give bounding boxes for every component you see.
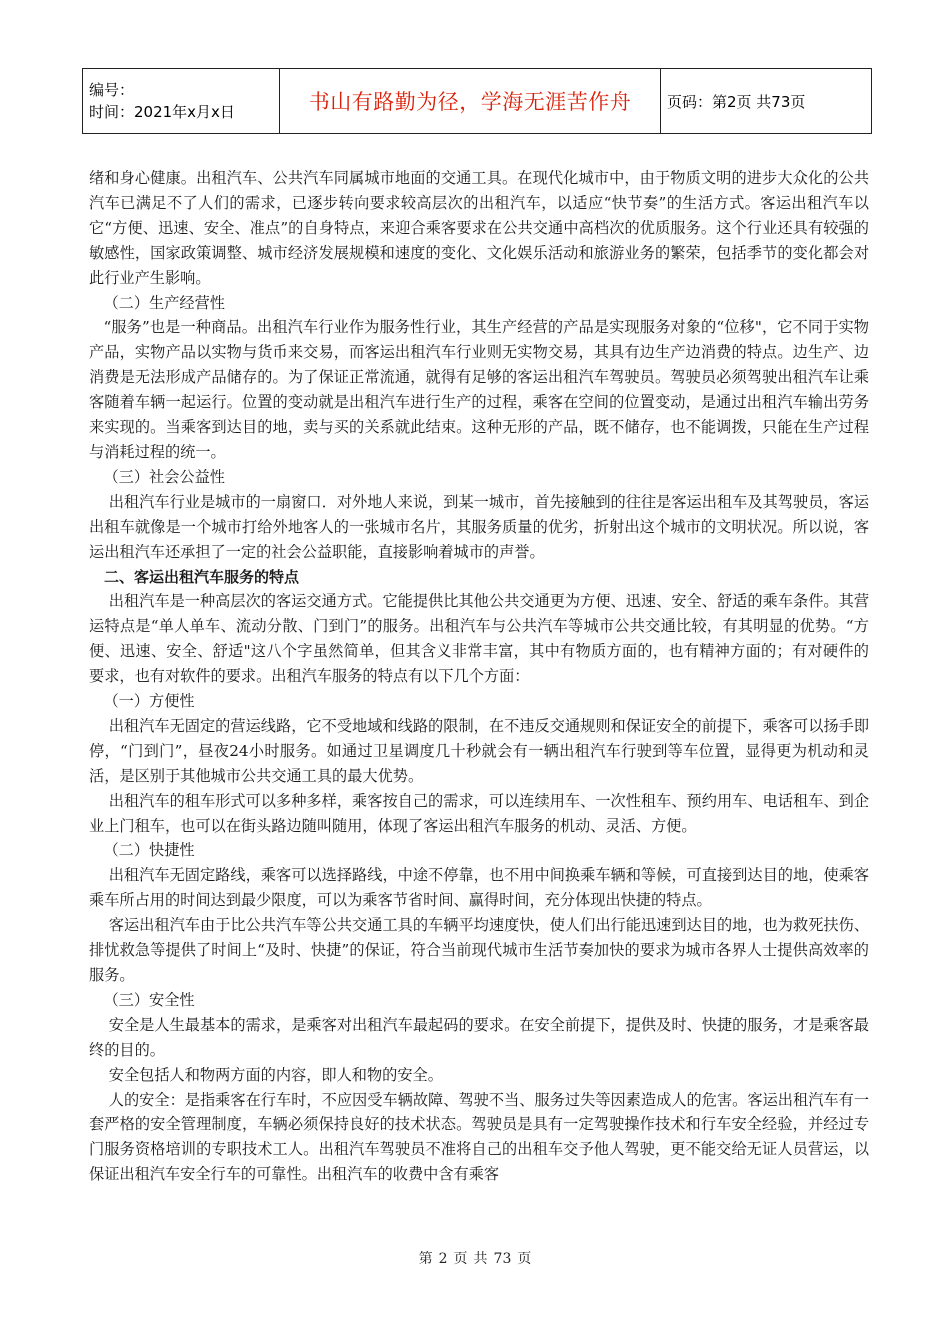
paragraph: “服务”也是一种商品。出租汽车行业作为服务性行业，其生产经营的产品是实现服务对象的“位移"，它不同于实物产品，实物产品以实物与货币来交易，而客运出租汽车行业则无实物交易，其具有边生产边消费的特点。边生产、边消费是无法形成产品储存的。为了保证正常流通，就得有足够的客运出租汽车驾驶员。驾驶员必须驾驶出租汽车让乘客随着车辆一起运行。位置的变动就是出租汽车进行生产的过程，乘客在空间的位置变动，是通过出租汽车输出劳务来实现的。当乘客到达目的地，卖与买的关系就此结束。这种无形的产品，既不储存，也不能调拨，只能在生产过程与消耗过程的统一。 bbox=[89, 318, 869, 461]
paragraph: 出租汽车是一种高层次的客运交通方式。它能提供比其他公共交通更为方便、迅速、安全、舒适的乘车条件。其营运特点是“单人单车、流动分散、门到门”的服务。出租汽车与公共汽车等城市公共交通比较，有其明显的优势。“方便、迅速、安全、舒适"这八个字虽然简单，但其含义非常丰富，其中有物质方面的，也有精神方面的；有对硬件的要求，也有对软件的要求。出租汽车服务的特点有以下几个方面： bbox=[89, 592, 869, 686]
section-subheading: （二）快捷性 bbox=[103, 841, 195, 860]
page-info: 页码：第2页 共73页 bbox=[661, 69, 872, 134]
page-header bbox=[82, 68, 872, 134]
header-motto-cell bbox=[280, 69, 661, 134]
motto-text: 书山有路勤为径，学海无涯苦作舟 bbox=[308, 90, 632, 114]
paragraph: 出租汽车的租车形式可以多种多样，乘客按自己的需求，可以连续用车、一次性租车、预约用车、电话租车、到企业上门租车，也可以在街头路边随叫随用，体现了客运出租汽车服务的机动、灵活、方便。 bbox=[89, 791, 869, 835]
footer-page-number: 2 bbox=[438, 1251, 448, 1267]
footer-total-pages: 73 bbox=[493, 1251, 512, 1267]
document-body bbox=[89, 166, 869, 1187]
serial-number-label: 编号： bbox=[89, 81, 135, 99]
paragraph: 出租汽车无固定的营运线路，它不受地域和线路的限制，在不违反交通规则和保证安全的前提下，乘客可以扬手即停，“门到门”，昼夜24小时服务。如通过卫星调度几十秒就会有一辆出租汽车行驶到等车位置，显得更为机动和灵活，是区别于其他城市公共交通工具的最大优势。 bbox=[89, 716, 869, 785]
paragraph: 人的安全：是指乘客在行车时，不应因受车辆故障、驾驶不当、服务过失等因素造成人的危害。客运出租汽车有一套严格的安全管理制度，车辆必须保持良好的技术状态。驾驶员是具有一定驾驶操作技术和行车安全经验，并经过专门服务资格培训的专职技术工人。出租汽车驾驶员不准将自己的出租车交予他人驾驶，更不能交给无证人员营运，以保证出租汽车安全行车的可靠性。出租汽车的收费中含有乘客 bbox=[89, 1090, 869, 1184]
page-footer bbox=[0, 1248, 950, 1268]
paragraph: 出租汽车行业是城市的一扇窗口．对外地人来说，到某一城市，首先接触到的往往是客运出租车及其驾驶员，客运出租车就像是一个城市打给外地客人的一张城市名片，其服务质量的优劣，折射出这个城市的文明状况。所以说，客运出租汽车还承担了一定的社会公益职能，直接影响着城市的声誉。 bbox=[89, 492, 869, 561]
paragraph: 安全是人生最基本的需求，是乘客对出租汽车最起码的要求。在安全前提下，提供及时、快捷的服务，才是乘客最终的目的。 bbox=[89, 1015, 869, 1059]
section-subheading: （二）生产经营性 bbox=[103, 293, 225, 312]
section-subheading: （三）安全性 bbox=[103, 990, 195, 1009]
section-heading: 二、客运出租汽车服务的特点 bbox=[104, 567, 300, 586]
footer-gong: 共 bbox=[473, 1251, 488, 1267]
header-meta bbox=[83, 69, 280, 134]
footer-di: 第 bbox=[418, 1251, 433, 1267]
section-subheading: （三）社会公益性 bbox=[103, 467, 225, 486]
section-subheading: （一）方便性 bbox=[103, 692, 195, 711]
paragraph: 绪和身心健康。出租汽车、公共汽车同属城市地面的交通工具。在现代化城市中，由于物质文明的进步大众化的公共汽车已满足不了人们的需求，已逐步转向要求较高层次的出租汽车，以适应“快节奏”的生活方式。客运出租汽车以它“方便、迅速、安全、准点”的自身特点，来迎合乘客要求在公共交通中高档次的优质服务。这个行业还具有较强的敏感性，国家政策调整、城市经济发展规模和速度的变化、文化娱乐活动和旅游业务的繁荣，包括季节的变化都会对此行业产生影响。 bbox=[89, 169, 869, 287]
paragraph: 出租汽车无固定路线，乘客可以选择路线，中途不停靠，也不用中间换乘车辆和等候，可直接到达目的地，使乘客乘车所占用的时间达到最少限度，可以为乘客节省时间、赢得时间，充分体现出快捷的特点。 bbox=[89, 866, 869, 910]
footer-ye: 页 bbox=[453, 1251, 468, 1267]
date-label: 时间：2021年x月x日 bbox=[89, 103, 235, 121]
paragraph: 客运出租汽车由于比公共汽车等公共交通工具的车辆平均速度快，使人们出行能迅速到达目的地，也为救死扶伤、排忧救急等提供了时间上“及时、快捷”的保证，符合当前现代城市生活节奏加快的要求为城市各界人士提供高效率的服务。 bbox=[89, 916, 869, 984]
footer-ye2: 页 bbox=[517, 1251, 532, 1267]
paragraph: 安全包括人和物两方面的内容，即人和物的安全。 bbox=[108, 1065, 443, 1084]
